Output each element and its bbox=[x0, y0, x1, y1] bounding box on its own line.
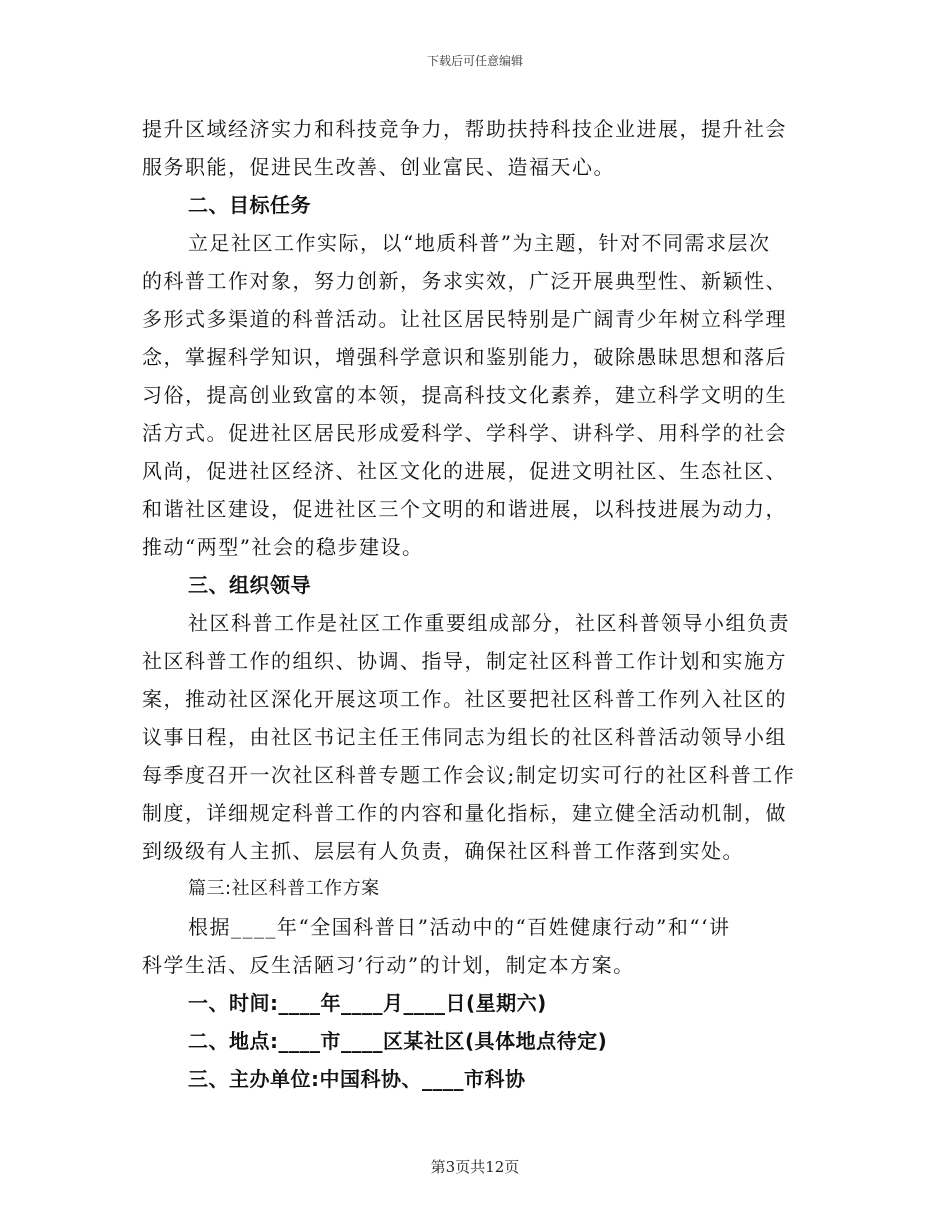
paragraph-line: 风尚，促进社区经济、社区文化的进展，促进文明社区、生态社区、 bbox=[142, 459, 787, 483]
paragraph-line: 多形式多渠道的科普活动。让社区居民特别是广阔青少年树立科学理 bbox=[142, 307, 787, 331]
paragraph-line: 习俗，提高创业致富的本领，提高科技文化素养，建立科学文明的生 bbox=[142, 383, 787, 407]
section-heading: 三、主办单位:中国科协、____市科协 bbox=[188, 1067, 526, 1091]
paragraph-line: 议事日程，由社区书记主任王伟同志为组长的社区科普活动领导小组 bbox=[142, 725, 787, 749]
paragraph-line: 根据____年“全国科普日”活动中的“百姓健康行动”和“‘讲 bbox=[188, 915, 731, 939]
section-heading: 一、时间:____年____月____日(星期六) bbox=[188, 991, 547, 1015]
paragraph-line: 制度，详细规定科普工作的内容和量化指标，建立健全活动机制，做 bbox=[142, 801, 787, 825]
document-body bbox=[142, 110, 808, 1098]
paragraph-line: 科学生活、反生活陋习’行动”的计划，制定本方案。 bbox=[142, 953, 635, 977]
paragraph-line: 社区科普工作是社区工作重要组成部分，社区科普领导小组负责 bbox=[188, 611, 790, 635]
section-heading: 二、目标任务 bbox=[188, 193, 311, 217]
paragraph-line: 篇三:社区科普工作方案 bbox=[188, 878, 380, 899]
paragraph-line: 推动“两型”社会的稳步建设。 bbox=[142, 535, 424, 559]
page-footer: 第3页共12页 bbox=[430, 1158, 520, 1176]
paragraph-line: 和谐社区建设，促进社区三个文明的和谐进展，以科技进展为动力， bbox=[142, 497, 787, 521]
paragraph-line: 提升区域经济实力和科技竞争力，帮助扶持科技企业进展，提升社会 bbox=[142, 117, 787, 141]
paragraph-line: 案，推动社区深化开展这项工作。社区要把社区科普工作列入社区的 bbox=[142, 687, 787, 711]
page-header: 下载后可任意编辑 bbox=[426, 54, 523, 68]
paragraph-line: 社区科普工作的组织、协调、指导，制定社区科普工作计划和实施方 bbox=[142, 649, 787, 673]
paragraph-line: 立足社区工作实际，以“地质科普”为主题，针对不同需求层次 bbox=[188, 231, 771, 255]
section-heading: 三、组织领导 bbox=[188, 573, 311, 597]
paragraph-line: 的科普工作对象，努力创新，务求实效，广泛开展典型性、新颖性、 bbox=[142, 269, 787, 293]
paragraph-line: 活方式。促进社区居民形成爱科学、学科学、讲科学、用科学的社会 bbox=[142, 421, 787, 445]
section-heading: 二、地点:____市____区某社区(具体地点待定) bbox=[188, 1029, 608, 1053]
paragraph-line: 每季度召开一次社区科普专题工作会议;制定切实可行的社区科普工作 bbox=[142, 763, 796, 787]
paragraph-line: 念，掌握科学知识，增强科学意识和鉴别能力，破除愚昧思想和落后 bbox=[142, 345, 787, 369]
paragraph-line: 到级级有人主抓、层层有人负责，确保社区科普工作落到实处。 bbox=[142, 839, 744, 863]
paragraph-line: 服务职能，促进民生改善、创业富民、造福天心。 bbox=[142, 155, 615, 179]
